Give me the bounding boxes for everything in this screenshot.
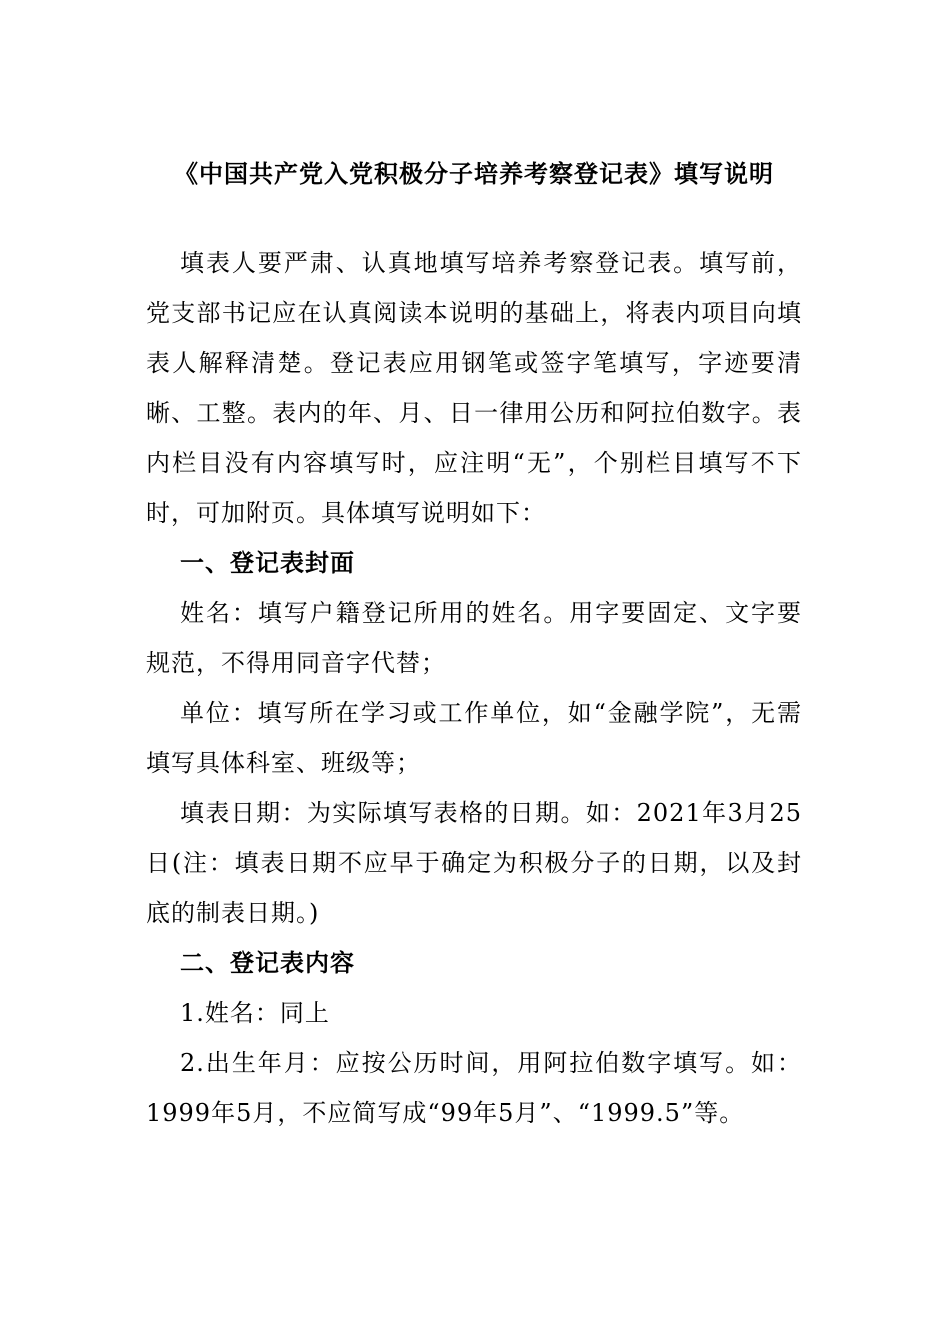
section-heading-content: 二、登记表内容 [180,948,355,977]
cover-unit-paragraph: 单位：填写所在学习或工作单位，如“金融学院”，无需填写具体科室、班级等； [146,699,802,777]
cover-name-paragraph: 姓名：填写户籍登记所用的姓名。用字要固定、文字要规范，不得用同音字代替； [146,599,802,677]
cover-date-paragraph: 填表日期：为实际填写表格的日期。如：2021年3月25日(注：填表日期不应早于确定为积极分子的日期，以及封底的制表日期。) [146,799,802,927]
intro-paragraph: 填表人要严肃、认真地填写培养考察登记表。填写前，党支部书记应在认真阅读本说明的基础上，将表内项目向填表人解释清楚。登记表应用钢笔或签字笔填写，字迹要清晰、工整。表内的年、月、日一律用公历和阿拉伯数字。表内栏目没有内容填写时，应注明“无”，个别栏目填写不下时，可加附页。具体填写说明如下： [146,249,802,527]
document-page [146,154,802,1138]
content-item-birthdate: 2.出生年月：应按公历时间，用阿拉伯数字填写。如：1999年5月，不应简写成“99年5月”、“1999.5”等。 [146,1049,802,1127]
section-heading-cover: 一、登记表封面 [180,548,355,577]
content-item-name: 1.姓名：同上 [180,999,330,1027]
document-title: 《中国共产党入党积极分子培养考察登记表》填写说明 [174,159,774,188]
